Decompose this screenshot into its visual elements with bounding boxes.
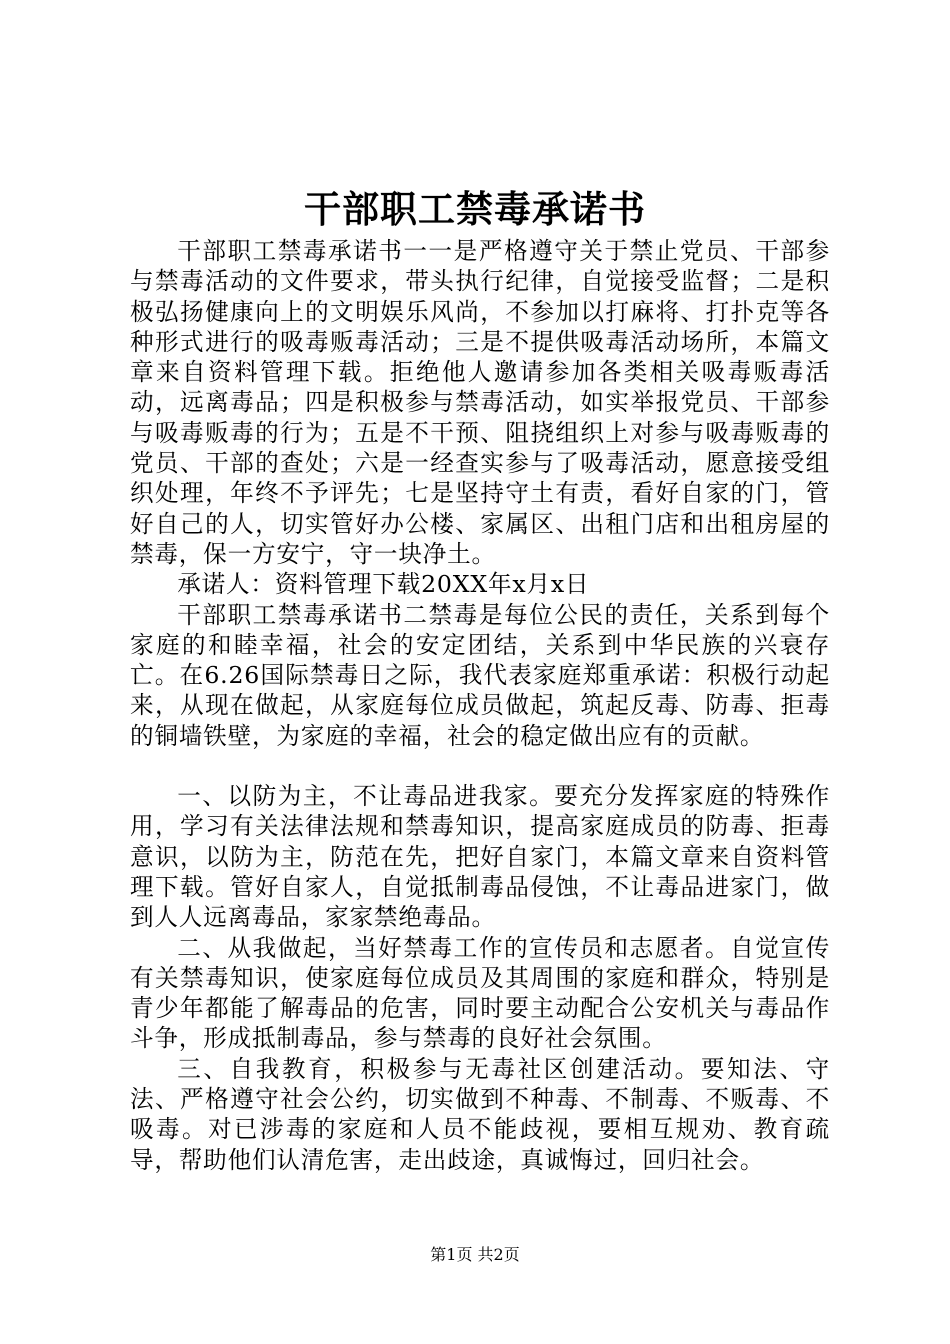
page-footer: 第1页 共2页 <box>430 1245 520 1264</box>
paragraph-spacer <box>130 751 830 781</box>
document-title: 干部职工禁毒承诺书 <box>304 187 646 231</box>
paragraph-pledge-one: 干部职工禁毒承诺书一一是严格遵守关于禁止党员、干部参与禁毒活动的文件要求，带头执行纪律，自觉接受监督；二是积极弘扬健康向上的文明娱乐风尚，不参加以打麻将、打扑克等各种形式进行的吸毒贩毒活动；三是不提供吸毒活动场所，本篇文章来自资料管理下载。拒绝他人邀请参加各类相关吸毒贩毒活动，远离毒品；四是积极参与禁毒活动，如实举报党员、干部参与吸毒贩毒的行为；五是不干预、阻挠组织上对参与吸毒贩毒的党员、干部的查处；六是一经查实参与了吸毒活动，愿意接受组织处理，年终不予评先；七是坚持守土有责，看好自家的门，管好自己的人，切实管好办公楼、家属区、出租门店和出租房屋的禁毒，保一方安宁，守一块净土。 <box>130 237 830 568</box>
paragraph-pledge-two: 干部职工禁毒承诺书二禁毒是每位公民的责任，关系到每个家庭的和睦幸福，社会的安定团结，关系到中华民族的兴衰存亡。在6.26国际禁毒日之际，我代表家庭郑重承诺：积极行动起来，从现在做起，从家庭每位成员做起，筑起反毒、防毒、拒毒的铜墙铁壁，为家庭的幸福，社会的稳定做出应有的贡献。 <box>130 600 830 750</box>
paragraph-signature: 承诺人：资料管理下载20XX年x月x日 <box>177 570 590 599</box>
paragraph-item-two: 二、从我做起，当好禁毒工作的宣传员和志愿者。自觉宣传有关禁毒知识，使家庭每位成员及其周围的家庭和群众，特别是青少年都能了解毒品的危害，同时要主动配合公安机关与毒品作斗争，形成抵制毒品，参与禁毒的良好社会氛围。 <box>130 933 830 1053</box>
paragraph-item-three: 三、自我教育，积极参与无毒社区创建活动。要知法、守法、严格遵守社会公约，切实做到不种毒、不制毒、不贩毒、不吸毒。对已涉毒的家庭和人员不能歧视，要相互规劝、教育疏导，帮助他们认清危害，走出歧途，真诚悔过，回归社会。 <box>130 1054 830 1174</box>
document-body <box>130 236 830 1175</box>
paragraph-item-one: 一、以防为主，不让毒品进我家。要充分发挥家庭的特殊作用，学习有关法律法规和禁毒知识，提高家庭成员的防毒、拒毒意识，以防为主，防范在先，把好自家门，本篇文章来自资料管理下载。管好自家人，自觉抵制毒品侵蚀，不让毒品进家门，做到人人远离毒品，家家禁绝毒品。 <box>130 782 830 932</box>
